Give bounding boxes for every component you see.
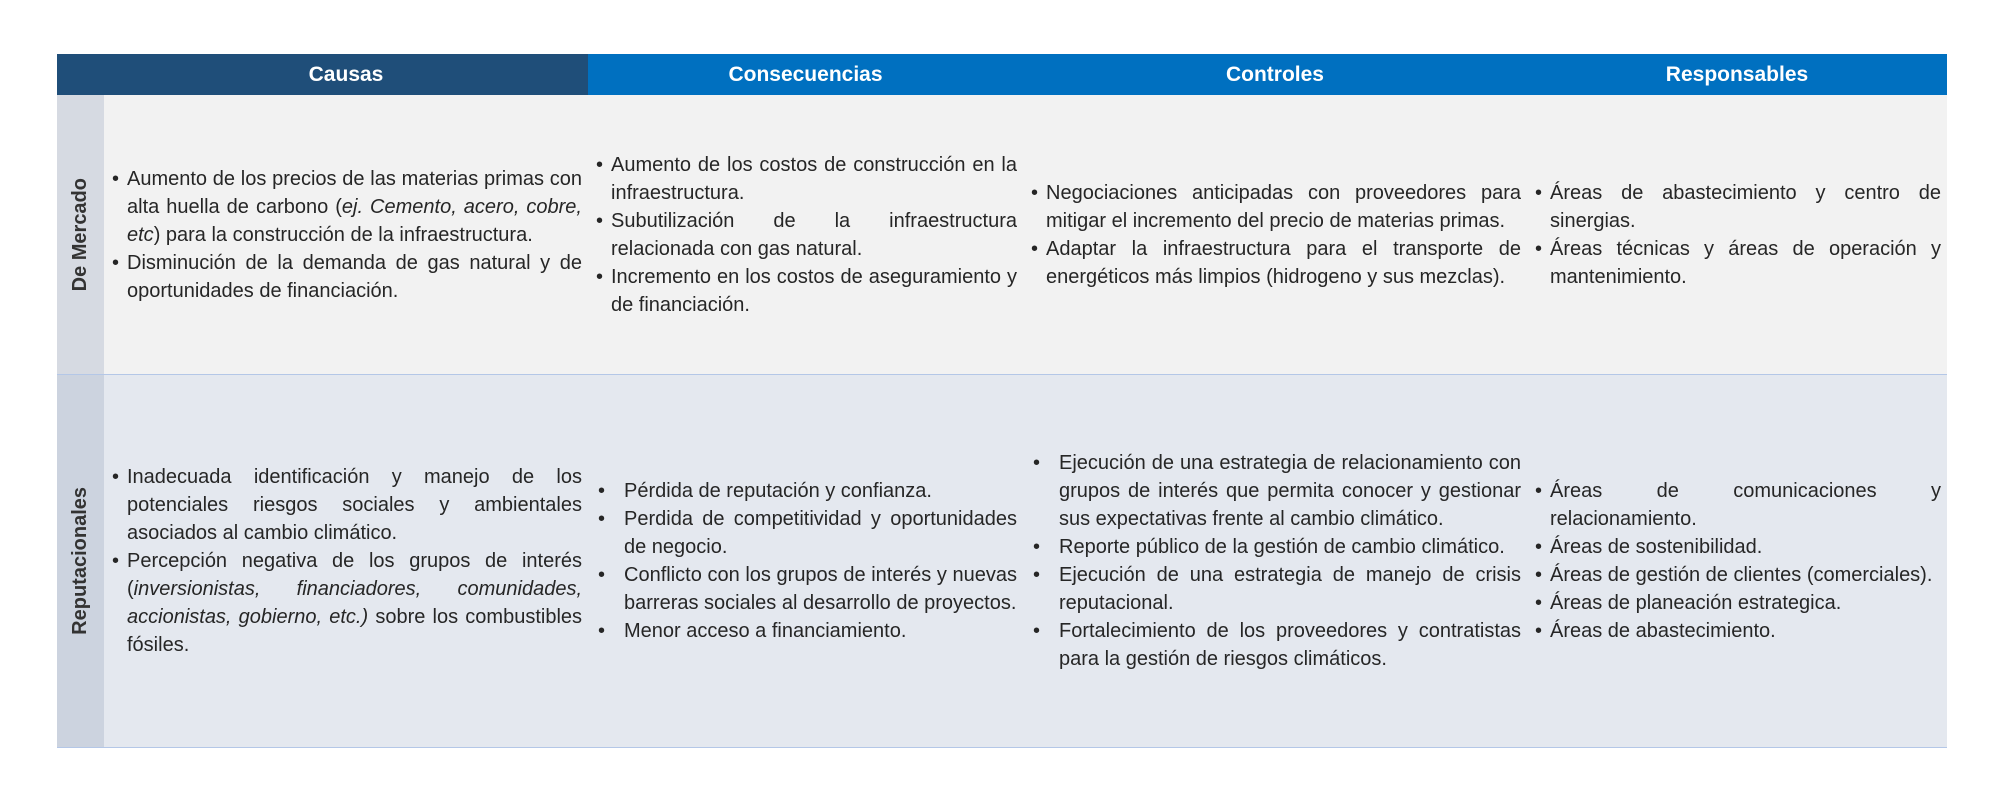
- list-item: • Áreas de abastecimiento y centro de sinergias.: [1535, 179, 1941, 235]
- table-header: [57, 54, 1947, 95]
- consecuencias-cell: [588, 95, 1023, 374]
- list-item: • Áreas técnicas y áreas de operación y mantenimiento.: [1535, 235, 1941, 291]
- item-text: ) para la construcción de la infraestructura.: [153, 223, 533, 246]
- responsables-cell: [1527, 95, 1947, 374]
- risk-table: [57, 54, 1947, 748]
- item-text: sobre los combustibles fósiles.: [127, 606, 583, 656]
- list-item: • Adaptar la infraestructura para el transporte de energéticos más limpios (hidrogeno y sus mezclas).: [1031, 235, 1521, 291]
- list-item: • Áreas de sostenibilidad.: [1535, 533, 1941, 561]
- row-label: Reputacionales: [69, 487, 91, 635]
- header-causas: Causas: [104, 54, 588, 95]
- controles-cell: [1023, 375, 1527, 747]
- list-item: • Incremento en los costos de aseguramiento y de financiación.: [596, 263, 1017, 319]
- list-item: [112, 547, 582, 659]
- item-italic-text: inversionistas, financiadores, comunidades, accionistas, gobierno, etc.): [127, 578, 582, 628]
- list-item: • Inadecuada identificación y manejo de los potenciales riesgos sociales y ambientales asociados al cambio climático.: [112, 463, 582, 547]
- list-item: • Menor acceso a financiamiento.: [596, 617, 1017, 645]
- list-item: [112, 165, 582, 249]
- list-item: • Reporte público de la gestión de cambio climático.: [1031, 533, 1521, 561]
- list-item: • Conflicto con los grupos de interés y nuevas barreras sociales al desarrollo de proyectos.: [596, 561, 1017, 617]
- list-item: • Ejecución de una estrategia de relacionamiento con grupos de interés que permita conocer y gestionar sus expectativas frente al cambio climático.: [1031, 449, 1521, 533]
- row-label-cell: [57, 375, 104, 747]
- list-item: • Áreas de abastecimiento.: [1535, 617, 1941, 645]
- controles-cell: [1023, 95, 1527, 374]
- list-item: • Subutilización de la infraestructura relacionada con gas natural.: [596, 207, 1017, 263]
- list-item: • Fortalecimiento de los proveedores y contratistas para la gestión de riesgos climáticos.: [1031, 617, 1521, 673]
- row-label-cell: [57, 95, 104, 374]
- item-text: Aumento de los precios de las materias primas con alta huella de carbono (: [127, 167, 582, 218]
- header-responsables: Responsables: [1527, 54, 1947, 95]
- causas-cell: [104, 375, 588, 747]
- list-item: • Áreas de gestión de clientes (comerciales).: [1535, 561, 1941, 589]
- list-item: • Aumento de los costos de construcción en la infraestructura.: [596, 151, 1017, 207]
- list-item: • Ejecución de una estrategia de manejo de crisis reputacional.: [1031, 561, 1521, 617]
- list-item: • Áreas de comunicaciones y relacionamiento.: [1535, 477, 1941, 533]
- header-consecuencias: Consecuencias: [588, 54, 1023, 95]
- item-italic-text: ej. Cemento, acero, cobre, etc: [127, 195, 582, 246]
- causas-cell: [104, 95, 588, 374]
- row-label: De Mercado: [69, 177, 91, 292]
- list-item: • Negociaciones anticipadas con proveedores para mitigar el incremento del precio de materias primas.: [1031, 179, 1521, 235]
- list-item: • Perdida de competitividad y oportunidades de negocio.: [596, 505, 1017, 561]
- list-item: • Pérdida de reputación y confianza.: [596, 477, 1017, 505]
- table-row-de-mercado: [57, 95, 1947, 375]
- consecuencias-cell: [588, 375, 1023, 747]
- header-controles: Controles: [1023, 54, 1527, 95]
- list-item: • Disminución de la demanda de gas natural y de oportunidades de financiación.: [112, 249, 582, 305]
- item-text: Percepción negativa de los grupos de interés (: [127, 550, 582, 600]
- header-corner: [57, 54, 104, 95]
- list-item: • Áreas de planeación estrategica.: [1535, 589, 1941, 617]
- table-row-reputacionales: [57, 375, 1947, 748]
- responsables-cell: [1527, 375, 1947, 747]
